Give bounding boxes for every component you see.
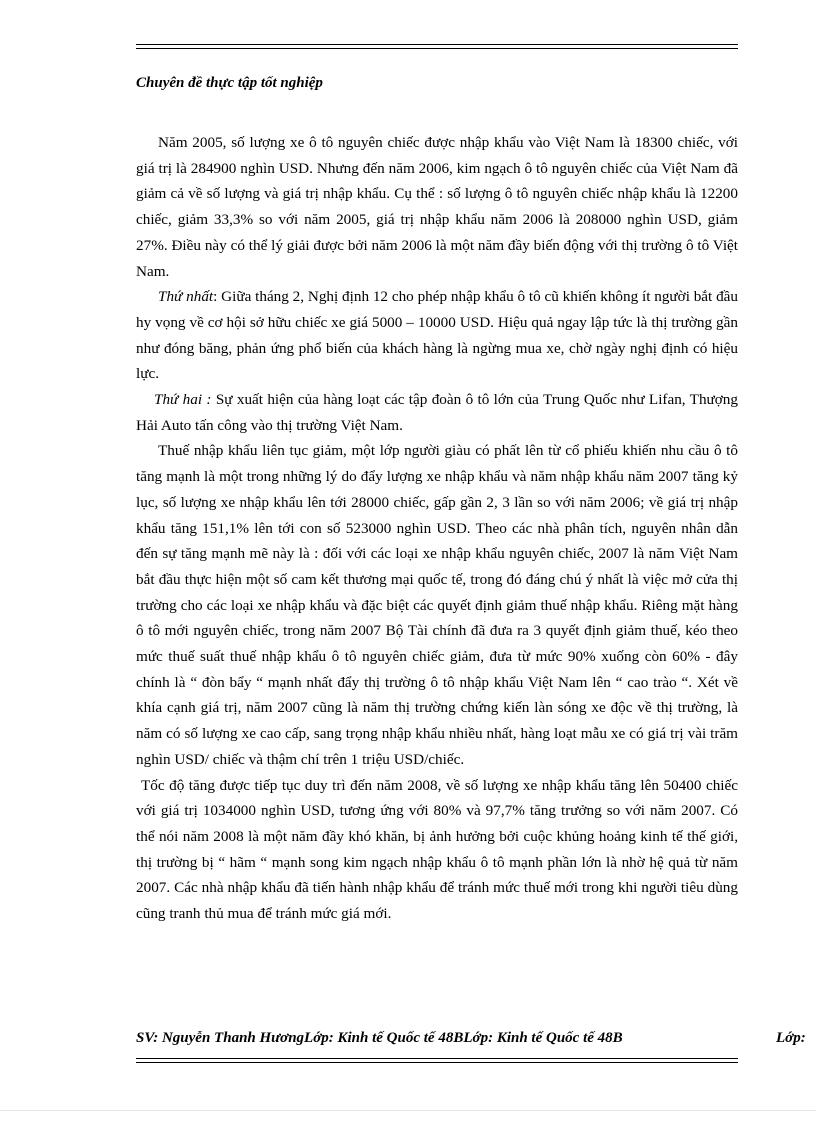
footer-rule-thin [136,1062,738,1063]
paragraph-text: Năm 2005, số lượng xe ô tô nguyên chiếc được nhập khẩu vào Việt Nam là 18300 chiếc, với giá trị là 284900 nghìn USD. Nhưng đến năm 2006, kim ngạch ô tô nguyên chiếc của Việt Nam đã giảm cả về số lượng và giá trị nhập khẩu. Cụ thể : số lượng ô tô nguyên chiếc nhập khẩu là 12200 chiếc, giảm 33,3% so với năm 2005, giá trị nhập khẩu năm 2006 là 208000 nghìn USD, giảm 27%. Điều này có thể lý giải được bởi năm 2006 là một năm đầy biến động với thị trường ô tô Việt Nam. [136,134,738,280]
paragraph-thu-nhat [136,284,738,387]
page-edge [0,1110,816,1111]
paragraph-text: : Giữa tháng 2, Nghị định 12 cho phép nhập khẩu ô tô cũ khiến không ít người bắt đầu hy vọng về cơ hội sở hữu chiếc xe giá 5000 – 10000 USD. Hiệu quả ngay lập tức là thị trường gần như đóng băng, phản ứng phổ biến của khách hàng là ngừng mua xe, chờ ngày nghị định có hiệu lực. [136,288,738,383]
paragraph-text: Tốc độ tăng được tiếp tục duy trì đến năm 2008, về số lượng xe nhập khẩu tăng lên 50400 chiếc với giá trị 1034000 nghìn USD, tương ứng với 80% và 97,7% tăng trưởng so với năm 2007. Có thể nói năm 2008 là một năm đầy khó khăn, bị ảnh hưởng bởi cuộc khủng hoảng kinh tế thế giới, thị trường bị “ hãm “ mạnh song kim ngạch nhập khẩu ô tô mạnh phần lớn là nhờ hệ quả từ năm 2007. Các nhà nhập khẩu đã tiến hành nhập khẩu để tránh mức thuế mới trong khi người tiêu dùng cũng tranh thủ mua để tránh mức giá mới. [136,776,738,923]
paragraph-thu-hai [136,387,738,438]
paragraph-lead: Thứ hai : [154,391,212,409]
footer-rule-thick [136,1058,738,1059]
paragraph-2008 [136,773,738,927]
document-footer [136,1030,806,1047]
paragraph-lead: Thứ nhất [158,288,214,306]
paragraph-text: Thuế nhập khẩu liên tục giảm, một lớp người giàu có phất lên từ cổ phiếu khiến nhu cầu ô tô tăng mạnh là một trong những lý do đẩy lượng xe nhập khẩu và năm nhập khẩu năm 2007 tăng kỷ lục, số lượng xe nhập khẩu lên tới 28000 chiếc, gấp gần 2, 3 lần so với năm 2006; về giá trị nhập khẩu tăng 151,1% lên tới con số 523000 nghìn USD. Theo các nhà phân tích, nguyên nhân dẫn đến sự tăng mạnh mẽ này là : đối với các loại xe nhập khẩu nguyên chiếc, 2007 là năm Việt Nam bắt đầu thực hiện một số cam kết thương mại quốc tế, trong đó đáng chú ý nhất là việc mở cửa thị trường cho các loại xe nhập khẩu và đặc biệt các quyết định giảm thuế nhập khẩu. Riêng mặt hàng ô tô mới nguyên chiếc, trong năm 2007 Bộ Tài chính đã đưa ra 3 quyết định giảm thuế, kéo theo mức thuế suất thuế nhập khẩu ô tô nguyên chiếc giảm, đưa từ mức 90% xuống còn 60% - đây chính là “ đòn bẩy “ mạnh nhất đẩy thị trường ô tô nhập khẩu Việt Nam lên “ cao trào “. Xét về khía cạnh giá trị, năm 2007 cũng là năm thị trường chứng kiến làn sóng xe độc về thị trường, là năm có số lượng xe cao cấp, sang trọng nhập khẩu nhiều nhất, hàng loạt mẫu xe có giá trị vài trăm nghìn USD/ chiếc và thậm chí trên 1 triệu USD/chiếc. [136,442,738,768]
paragraph-text: Sự xuất hiện của hàng loạt các tập đoàn ô tô lớn của Trung Quốc như Lifan, Thượng Hải Auto tấn công vào thị trường Việt Nam. [136,391,738,434]
footer-student: SV: Nguyễn Thanh Hương [136,1030,305,1046]
document-header: Chuyên đề thực tập tốt nghiệp [136,75,323,91]
footer-class: Lớp: Kinh tế Quốc tế 48B [304,1030,464,1046]
paragraph-2007 [136,438,738,772]
footer-class-truncated: Lớp: [776,1030,806,1046]
header-rule-thick [136,44,738,45]
footer-class: Lớp: Kinh tế Quốc tế 48B [463,1030,623,1046]
header-rule-thin [136,48,738,49]
document-body [136,130,738,927]
paragraph-2005 [136,130,738,284]
